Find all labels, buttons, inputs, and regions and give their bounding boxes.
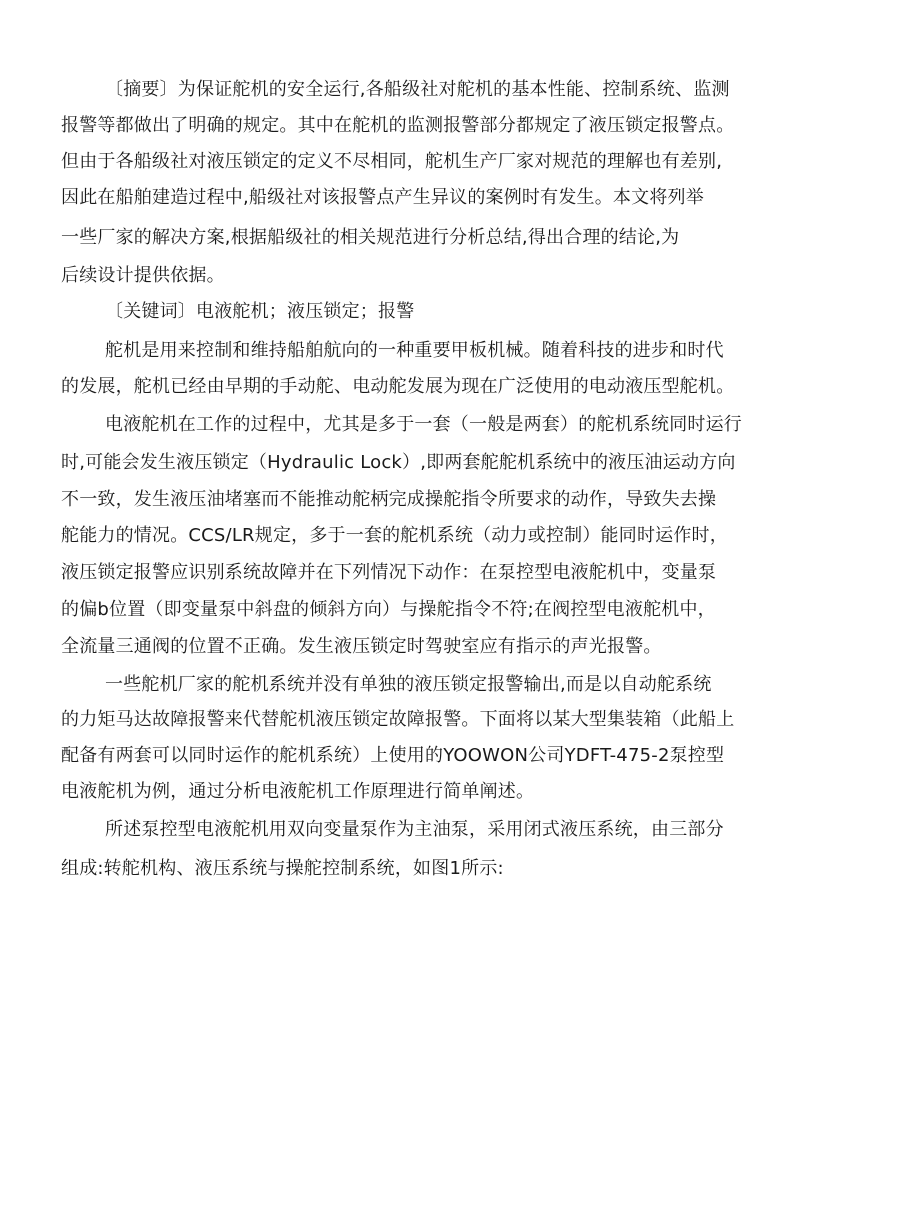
paragraph-line: 组成:转舵机构、液压系统与操舵控制系统，如图1所示: — [61, 858, 504, 879]
abstract-line: 报警等都做出了明确的规定。其中在舵机的监测报警部分都规定了液压锁定报警点。 — [61, 115, 735, 136]
paragraph-line: 的力矩马达故障报警来代替舵机液压锁定故障报警。下面将以某大型集装箱（此船上 — [61, 709, 735, 730]
paragraph-line: 舵机是用来控制和维持船舶航向的一种重要甲板机械。随着科技的进步和时代 — [105, 340, 724, 361]
abstract-line: 〔摘要〕为保证舵机的安全运行,各船级社对舵机的基本性能、控制系统、监测 — [105, 79, 730, 100]
paragraph-line: 电液舵机在工作的过程中，尤其是多于一套（一般是两套）的舵机系统同时运行 — [105, 414, 742, 435]
keywords-line: 〔关键词〕电液舵机；液压锁定；报警 — [105, 301, 415, 322]
paragraph-line: 一些舵机厂家的舵机系统并没有单独的液压锁定报警输出,而是以自动舵系统 — [105, 674, 712, 695]
paragraph-line: 不一致，发生液压油堵塞而不能推动舵柄完成操舵指令所要求的动作，导致失去操 — [61, 489, 717, 510]
paragraph-line: 的发展，舵机已经由早期的手动舵、电动舵发展为现在广泛使用的电动液压型舵机。 — [61, 376, 735, 397]
paragraph-line: 全流量三通阀的位置不正确。发生液压锁定时驾驶室应有指示的声光报警。 — [61, 636, 662, 657]
paragraph-line: 电液舵机为例，通过分析电液舵机工作原理进行简单阐述。 — [61, 781, 535, 802]
abstract-line: 但由于各船级社对液压锁定的定义不尽相同，舵机生产厂家对规范的理解也有差别, — [61, 151, 723, 172]
paragraph-line: 液压锁定报警应识别系统故障并在下列情况下动作：在泵控型电液舵机中，变量泵 — [61, 562, 717, 583]
paragraph-line: 所述泵控型电液舵机用双向变量泵作为主油泵，采用闭式液压系统，由三部分 — [105, 819, 724, 840]
abstract-line: 一些厂家的解决方案,根据船级社的相关规范进行分析总结,得出合理的结论,为 — [61, 227, 680, 248]
paragraph-line: 舵能力的情况。CCS/LR规定，多于一套的舵机系统（动力或控制）能同时运作时， — [61, 525, 728, 546]
abstract-line: 因此在船舶建造过程中,船级社对该报警点产生异议的案例时有发生。本文将列举 — [61, 187, 704, 208]
paragraph-line: 的偏b位置（即变量泵中斜盘的倾斜方向）与操舵指令不符;在阀控型电液舵机中， — [61, 599, 716, 620]
abstract-line: 后续设计提供依据。 — [61, 265, 225, 286]
paragraph-line: 配备有两套可以同时运作的舵机系统）上使用的YOOWON公司YDFT-475-2泵控型 — [61, 745, 725, 766]
paragraph-line: 时,可能会发生液压锁定（Hydraulic Lock）,即两套舵舵机系统中的液压油运动方向 — [61, 452, 736, 473]
